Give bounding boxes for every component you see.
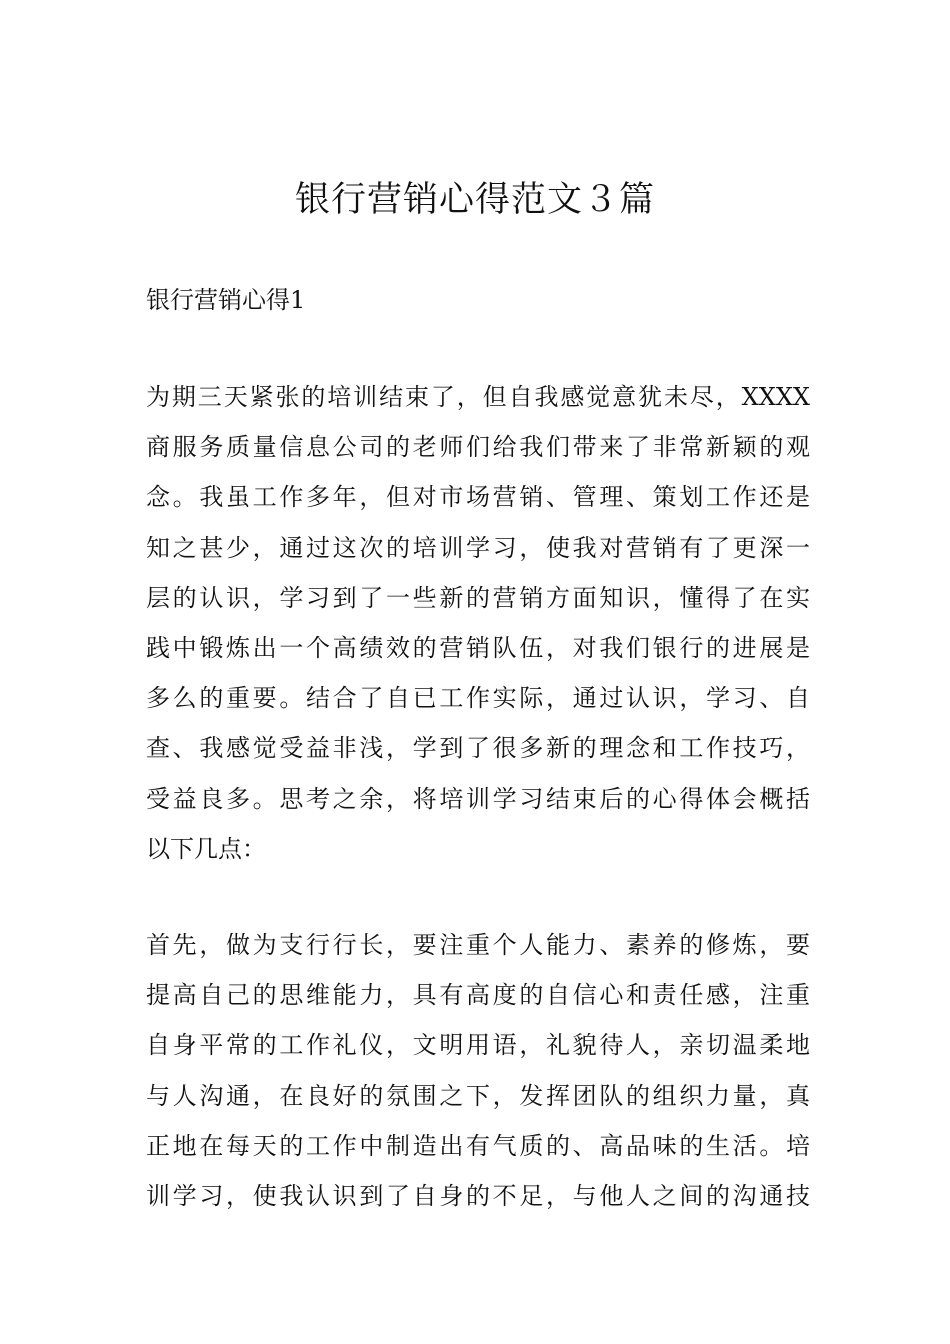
- text-line: 正地在每天的工作中制造出有气质的、高品味的生活。培: [146, 1131, 810, 1160]
- text-line: 以下几点：: [146, 834, 266, 863]
- text-line: 训学习，使我认识到了自身的不足，与他人之间的沟通技: [146, 1181, 810, 1210]
- text-line: 知之甚少，通过这次的培训学习，使我对营销有了更深一: [146, 533, 810, 562]
- section-heading: 银行营销心得1: [146, 286, 306, 314]
- text-line: 多么的重要。结合了自已工作实际，通过认识，学习、自: [146, 684, 810, 713]
- text-line: 与人沟通，在良好的氛围之下，发挥团队的组织力量，真: [146, 1081, 810, 1110]
- text-line: 践中锻炼出一个高绩效的营销队伍，对我们银行的进展是: [146, 633, 810, 662]
- text-line: 层的认识，学习到了一些新的营销方面知识，懂得了在实: [146, 583, 810, 612]
- text-line: 商服务质量信息公司的老师们给我们带来了非常新颖的观: [146, 433, 810, 462]
- paragraph-intro: [146, 372, 810, 874]
- text-line: 为期三天紧张的培训结束了，但自我感觉意犹未尽，XXXX: [146, 383, 810, 411]
- document-title: 银行营销心得范文３篇: [294, 180, 655, 220]
- text-line: 自身平常的工作礼仪，文明用语，礼貌待人，亲切温柔地: [146, 1031, 810, 1060]
- text-line: 查、我感觉受益非浅，学到了很多新的理念和工作技巧，: [146, 734, 810, 763]
- text-line: 首先，做为支行行长，要注重个人能力、素养的修炼，要: [146, 931, 810, 959]
- text-line: 念。我虽工作多年，但对市场营销、管理、策划工作还是: [146, 483, 810, 512]
- text-line: 受益良多。思考之余，将培训学习结束后的心得体会概括: [146, 784, 810, 813]
- paragraph-first-point: [146, 920, 810, 1221]
- text-line: 提高自己的思维能力，具有高度的自信心和责任感，注重: [146, 981, 810, 1010]
